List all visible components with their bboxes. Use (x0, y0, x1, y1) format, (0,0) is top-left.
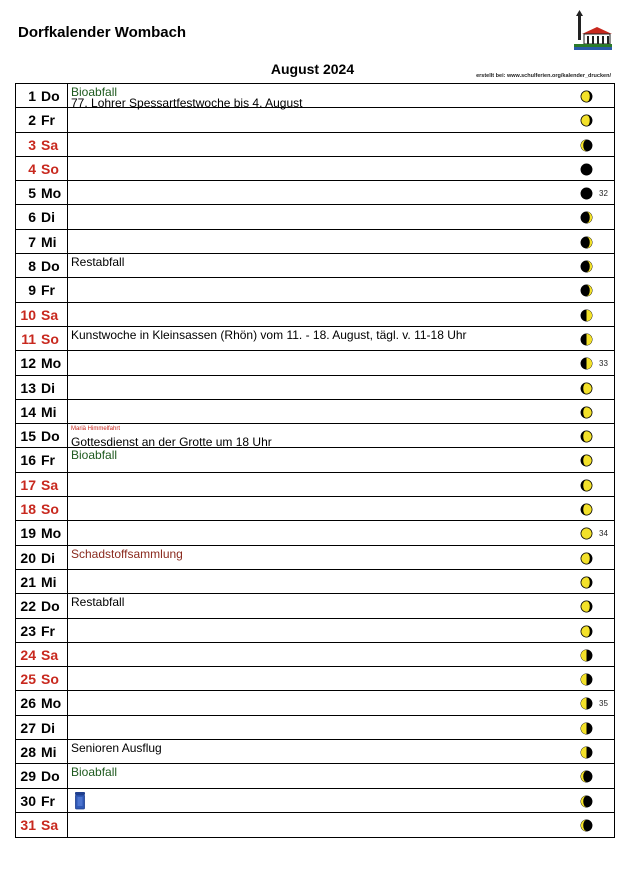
calendar-row (16, 619, 614, 643)
column-divider (67, 181, 68, 204)
event-text: Kunstwoche in Kleinsassen (Rhön) vom 11. - 18. August, tägl. v. 11-18 Uhr (71, 327, 467, 342)
moon-phase-icon (580, 722, 593, 735)
column-divider (67, 546, 68, 569)
moon-phase-icon (580, 357, 593, 370)
column-divider (67, 740, 68, 763)
event-text: Restabfall (71, 595, 125, 610)
moon-phase-icon (580, 430, 593, 443)
day-number: 6 (28, 209, 36, 226)
calendar-row (16, 157, 614, 181)
column-divider (67, 521, 68, 544)
weekday-label: So (41, 671, 59, 688)
moon-phase-icon (580, 697, 593, 710)
day-number: 13 (20, 379, 36, 396)
calendar-row (16, 327, 614, 351)
weekday-label: Mo (41, 525, 62, 542)
day-number: 3 (28, 136, 36, 153)
column-divider (67, 303, 68, 326)
column-divider (67, 278, 68, 301)
day-number: 19 (20, 525, 36, 542)
column-divider (67, 667, 68, 690)
moon-phase-icon (580, 600, 593, 613)
moon-phase-icon (580, 795, 593, 808)
moon-phase-icon (580, 90, 593, 103)
day-number: 17 (20, 476, 36, 493)
calendar-row (16, 424, 614, 448)
moon-phase-icon (580, 503, 593, 516)
column-divider (67, 108, 68, 131)
moon-phase-icon (580, 527, 593, 540)
column-divider (67, 813, 68, 837)
day-number: 31 (20, 816, 36, 833)
weekday-label: Mo (41, 355, 62, 372)
column-divider (67, 473, 68, 496)
calendar-row (16, 133, 614, 157)
day-number: 11 (21, 330, 36, 347)
weekday-label: Di (41, 549, 55, 566)
calendar-row (16, 789, 614, 813)
calendar-row (16, 351, 614, 375)
day-number: 1 (28, 88, 36, 104)
weekday-label: Mo (41, 695, 62, 712)
moon-phase-icon (580, 552, 593, 565)
column-divider (67, 594, 68, 617)
moon-phase-icon (580, 382, 593, 395)
calendar-row (16, 716, 614, 740)
moon-phase-icon (580, 333, 593, 346)
column-divider (67, 497, 68, 520)
day-number: 18 (20, 501, 36, 518)
calendar-row (16, 181, 614, 205)
day-number: 12 (20, 355, 36, 372)
calendar-row (16, 84, 614, 108)
weekday-label: Do (41, 598, 60, 615)
moon-phase-icon (580, 770, 593, 783)
calendar-row (16, 764, 614, 788)
paper-bin-icon (74, 792, 86, 810)
calendar-row (16, 230, 614, 254)
moon-phase-icon (580, 163, 593, 176)
column-divider (67, 205, 68, 228)
day-number: 14 (20, 403, 36, 420)
calendar-row (16, 667, 614, 691)
column-divider (67, 691, 68, 714)
calendar-table (15, 83, 615, 838)
weekday-label: Di (41, 209, 55, 226)
weekday-label: Mo (41, 185, 62, 202)
day-number: 24 (20, 646, 36, 663)
event-text: 77. Lohrer Spessartfestwoche bis 4. August (71, 96, 303, 110)
weekday-label: So (41, 501, 59, 518)
column-divider (67, 230, 68, 253)
weekday-label: Fr (41, 282, 55, 299)
event-text: Bioabfall (71, 765, 118, 780)
day-number: 2 (28, 112, 36, 129)
calendar-week-number: 35 (599, 699, 608, 709)
weekday-label: Do (41, 88, 60, 104)
weekday-label: Sa (41, 646, 59, 663)
column-divider (67, 254, 68, 277)
calendar-week-number: 34 (599, 529, 608, 539)
calendar-row (16, 570, 614, 594)
moon-phase-icon (580, 260, 593, 273)
moon-phase-icon (580, 649, 593, 662)
calendar-week-number: 33 (599, 359, 608, 369)
calendar-row (16, 497, 614, 521)
event-text: Senioren Ausflug (71, 741, 162, 756)
church-logo-icon (570, 10, 614, 54)
moon-phase-icon (580, 284, 593, 297)
weekday-label: Do (41, 428, 60, 445)
event-text: Restabfall (71, 255, 125, 270)
moon-phase-icon (580, 479, 593, 492)
calendar-row (16, 254, 614, 278)
column-divider (67, 448, 68, 471)
moon-phase-icon (580, 309, 593, 322)
day-number: 26 (20, 695, 36, 712)
calendar-row (16, 691, 614, 715)
day-number: 28 (20, 744, 36, 761)
weekday-label: So (41, 330, 59, 347)
calendar-row (16, 303, 614, 327)
column-divider (67, 570, 68, 593)
column-divider (67, 376, 68, 399)
calendar-row (16, 546, 614, 570)
column-divider (67, 424, 68, 447)
moon-phase-icon (580, 139, 593, 152)
moon-phase-icon (580, 819, 593, 832)
weekday-label: Mi (41, 233, 57, 250)
weekday-label: Fr (41, 452, 55, 469)
day-number: 22 (20, 598, 36, 615)
event-text: Bioabfall (71, 85, 118, 99)
event-text: Schadstoffsammlung (71, 546, 183, 561)
column-divider (67, 157, 68, 180)
weekday-label: Do (41, 768, 60, 785)
day-number: 27 (20, 719, 36, 736)
column-divider (67, 764, 68, 787)
column-divider (67, 789, 68, 812)
weekday-label: Sa (41, 476, 59, 493)
weekday-label: Fr (41, 622, 55, 639)
event-text: Mariä Himmelfahrt (71, 426, 121, 433)
weekday-label: So (41, 160, 59, 177)
calendar-row (16, 278, 614, 302)
moon-phase-icon (580, 746, 593, 759)
page-title: Dorfkalender Wombach (18, 24, 187, 41)
event-text: Bioabfall (71, 448, 118, 463)
calendar-row (16, 740, 614, 764)
day-number: 29 (20, 768, 36, 785)
calendar-row (16, 448, 614, 472)
moon-phase-icon (580, 211, 593, 224)
day-number: 4 (28, 160, 36, 177)
day-number: 8 (28, 258, 36, 275)
moon-phase-icon (580, 114, 593, 127)
month-heading: August 2024 (270, 61, 355, 77)
credit-link[interactable]: erstellt bei: www.schulferien.org/kalender_drucken/ (476, 73, 611, 79)
weekday-label: Fr (41, 112, 55, 129)
weekday-label: Sa (41, 816, 59, 833)
calendar-row (16, 594, 614, 618)
column-divider (67, 84, 68, 107)
calendar-week-number: 32 (599, 189, 608, 199)
day-number: 15 (20, 428, 36, 445)
column-divider (67, 619, 68, 642)
moon-phase-icon (580, 454, 593, 467)
weekday-label: Sa (41, 306, 59, 323)
weekday-label: Mi (41, 403, 57, 420)
day-number: 25 (20, 671, 36, 688)
day-number: 10 (20, 306, 36, 323)
column-divider (67, 327, 68, 350)
calendar-row (16, 473, 614, 497)
day-number: 7 (28, 233, 36, 250)
moon-phase-icon (580, 236, 593, 249)
calendar-row (16, 376, 614, 400)
calendar-row (16, 400, 614, 424)
calendar-row (16, 813, 614, 837)
moon-phase-icon (580, 673, 593, 686)
calendar-row (16, 521, 614, 545)
calendar-row (16, 205, 614, 229)
day-number: 23 (20, 622, 36, 639)
weekday-label: Mi (41, 744, 57, 761)
moon-phase-icon (580, 625, 593, 638)
column-divider (67, 643, 68, 666)
weekday-label: Sa (41, 136, 59, 153)
column-divider (67, 400, 68, 423)
weekday-label: Di (41, 379, 55, 396)
calendar-row (16, 643, 614, 667)
day-number: 30 (20, 792, 36, 809)
moon-phase-icon (580, 406, 593, 419)
weekday-label: Di (41, 719, 55, 736)
day-number: 20 (20, 549, 36, 566)
weekday-label: Mi (41, 573, 57, 590)
column-divider (67, 351, 68, 374)
day-number: 16 (20, 452, 36, 469)
day-number: 5 (28, 185, 36, 202)
moon-phase-icon (580, 576, 593, 589)
weekday-label: Fr (41, 792, 55, 809)
column-divider (67, 716, 68, 739)
column-divider (67, 133, 68, 156)
day-number: 9 (28, 282, 36, 299)
weekday-label: Do (41, 258, 60, 275)
calendar-row (16, 108, 614, 132)
moon-phase-icon (580, 187, 593, 200)
event-text: Gottesdienst an der Grotte um 18 Uhr (71, 435, 272, 450)
day-number: 21 (20, 573, 36, 590)
